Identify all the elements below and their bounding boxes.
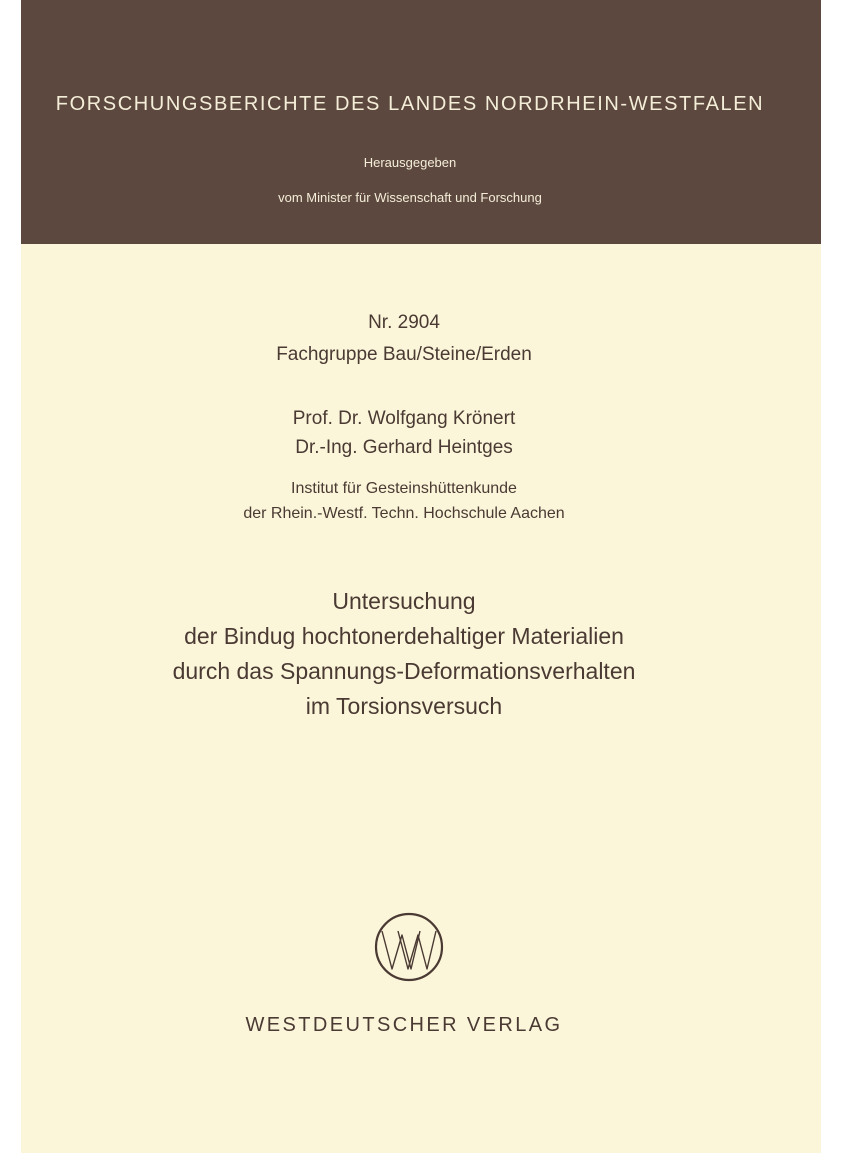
series-title: FORSCHUNGSBERICHTE DES LANDES NORDRHEIN-WESTFALEN — [55, 93, 765, 115]
book-cover — [21, 0, 821, 1153]
editor-label: Herausgegeben — [363, 155, 457, 170]
publisher-ww-logo-icon — [373, 911, 445, 983]
book-title-line-4: im Torsionsversuch — [305, 693, 503, 719]
publisher-name: WESTDEUTSCHER VERLAG — [245, 1014, 563, 1036]
report-number: Nr. 2904 — [368, 312, 440, 333]
book-title-line-1: Untersuchung — [332, 588, 476, 614]
institute-line-1: Institut für Gesteinshüttenkunde — [291, 480, 517, 497]
institute-line-2: der Rhein.-Westf. Techn. Hochschule Aachen — [243, 505, 565, 522]
book-title-line-2: der Bindug hochtonerdehaltiger Materialien — [184, 623, 624, 649]
cover-header-band — [21, 0, 821, 244]
book-title-line-3: durch das Spannungs-Deformationsverhalten — [172, 658, 636, 684]
author-2: Dr.-Ing. Gerhard Heintges — [295, 437, 513, 458]
report-group: Fachgruppe Bau/Steine/Erden — [276, 344, 532, 365]
editor-name: vom Minister für Wissenschaft und Forschung — [278, 190, 542, 205]
author-1: Prof. Dr. Wolfgang Krönert — [292, 408, 516, 429]
